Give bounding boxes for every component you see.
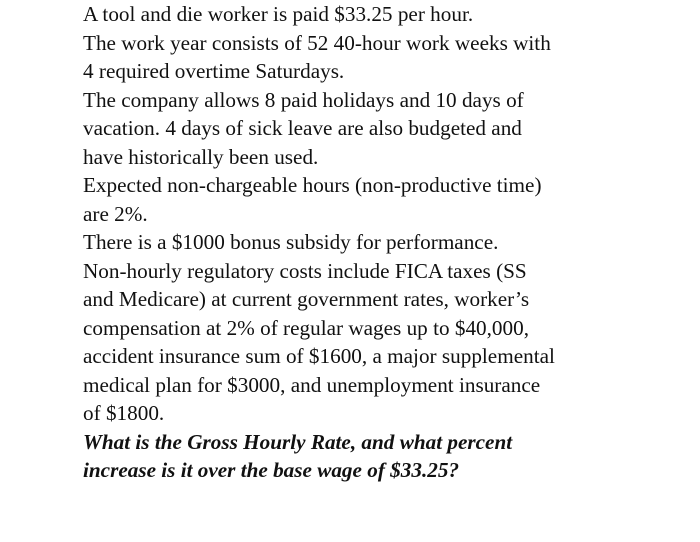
problem-line-3: 4 required overtime Saturdays. [83, 59, 345, 83]
problem-line-8: are 2%. [83, 201, 148, 226]
problem-line-5: vacation. 4 days of sick leave are also budgeted and [83, 116, 522, 140]
problem-text-block [83, 0, 683, 485]
problem-line-15: of $1800. [83, 401, 165, 425]
problem-line-1: A tool and die worker is paid $33.25 per hour. [83, 2, 474, 26]
problem-line-7: Expected non-chargeable hours (non-productive time) [83, 173, 542, 197]
problem-line-12: compensation at 2% of regular wages up to $40,000, [83, 315, 530, 340]
problem-line-14: medical plan for $3000, and unemployment insurance [83, 372, 541, 397]
problem-line-10: Non-hourly regulatory costs include FICA taxes (SS [83, 258, 527, 283]
problem-line-6: have historically been used. [83, 144, 319, 169]
question-line-2: increase is it over the base wage of $33.25? [83, 458, 460, 482]
problem-line-4: The company allows 8 paid holidays and 10 days of [83, 87, 524, 112]
problem-line-2: The work year consists of 52 40-hour work weeks with [83, 30, 551, 55]
problem-line-9: There is a $1000 bonus subsidy for performance. [83, 230, 499, 254]
problem-line-11: and Medicare) at current government rates, worker’s [83, 287, 530, 311]
problem-line-13: accident insurance sum of $1600, a major supplemental [83, 344, 555, 368]
question-line-1: What is the Gross Hourly Rate, and what percent [83, 429, 513, 454]
